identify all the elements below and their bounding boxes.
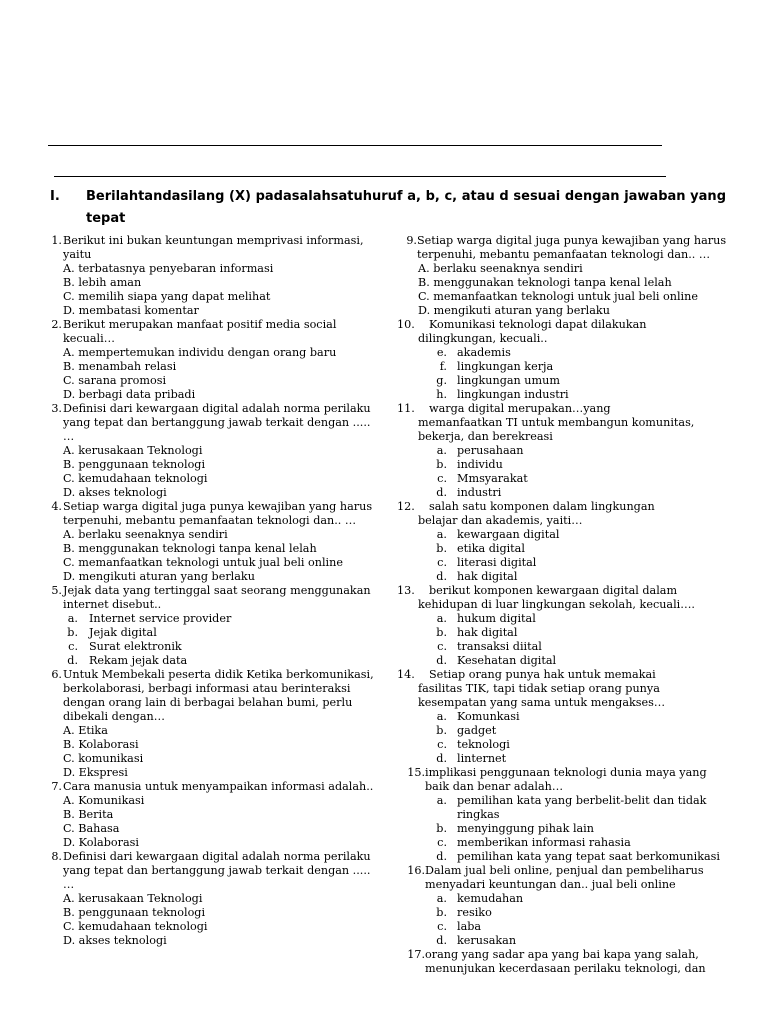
question-number: 15.: [407, 766, 425, 779]
question-number: 6.: [51, 668, 62, 681]
option-text: literasi digital: [457, 556, 537, 569]
option-letter: c.: [437, 640, 447, 653]
option-letter: a.: [436, 710, 447, 723]
question-text: Dalam jual beli online, penjual dan pembeliharus menyadari keuntungan dan.. jual beli online: [425, 864, 704, 891]
answer-option: C. kemudahaan teknologi: [63, 472, 208, 485]
question-number: 17.: [407, 948, 425, 961]
option-text: hak digital: [457, 626, 518, 639]
question-stem: [397, 500, 727, 514]
question-stem: [397, 864, 727, 892]
option-text: Kesehatan digital: [457, 654, 557, 667]
answer-option: B. Kolaborasi: [63, 738, 139, 751]
question-item: [40, 584, 380, 668]
question-item: [397, 402, 727, 500]
answer-option: B. penggunaan teknologi: [63, 906, 206, 919]
option-text: Komunkasi: [457, 710, 520, 723]
question-item: [397, 500, 727, 584]
option-letter: e.: [436, 346, 447, 359]
answer-option: [397, 570, 727, 584]
answer-option: A. Etika: [63, 724, 108, 737]
question-text: Cara manusia untuk menyampaikan informasi adalah..: [63, 780, 374, 793]
option-text: gadget: [457, 724, 497, 737]
answer-option: D. mengikuti aturan yang berlaku: [418, 304, 610, 317]
option-text: Mmsyarakat: [457, 472, 528, 485]
question-number: 13.: [397, 584, 415, 597]
answer-option: C. kemudahaan teknologi: [63, 920, 208, 933]
question-stem: [397, 584, 727, 598]
question-stem: [40, 500, 380, 528]
option-text: linternet: [457, 752, 507, 765]
option-text: pemilihan kata yang berbelit-belit dan tidak ringkas: [457, 794, 707, 821]
question-number: 1.: [51, 234, 62, 247]
question-text: Definisi dari kewargaan digital adalah norma perilaku yang tepat dan bertanggung jawab terkait dengan ..... …: [63, 850, 371, 891]
option-text: kemudahan: [457, 892, 524, 905]
question-stem: [40, 780, 380, 794]
question-item: [397, 584, 727, 668]
answer-option: D. membatasi komentar: [63, 304, 199, 317]
answer-option: [397, 486, 727, 500]
section-number: I.: [50, 189, 60, 204]
option-text: lingkungan umum: [457, 374, 560, 387]
question-text-first-line: salah satu komponen dalam lingkungan: [429, 500, 655, 513]
answer-option: [397, 906, 727, 920]
option-letter: c.: [68, 640, 78, 653]
answer-option: [397, 738, 727, 752]
answer-option: [397, 528, 727, 542]
option-text: laba: [457, 920, 482, 933]
answer-option: [397, 850, 727, 864]
option-letter: a.: [436, 794, 447, 807]
question-stem: [397, 402, 727, 416]
question-text-continuation: memanfaatkan TI untuk membangun komunitas, bekerja, dan berekreasi: [418, 416, 695, 443]
answer-option: D. akses teknologi: [63, 486, 167, 499]
option-letter: b.: [436, 458, 447, 471]
question-item: [40, 234, 380, 318]
answer-option: D. Ekspresi: [63, 766, 128, 779]
answer-option: [397, 934, 727, 948]
question-text-first-line: berikut komponen kewargaan digital dalam: [429, 584, 678, 597]
question-number: 5.: [51, 584, 62, 597]
option-text: industri: [457, 486, 502, 499]
option-text: lingkungan industri: [457, 388, 569, 401]
option-letter: a.: [436, 612, 447, 625]
option-letter: a.: [436, 528, 447, 541]
question-text-first-line: Komunikasi teknologi dapat dilakukan: [429, 318, 647, 331]
answer-option: [40, 626, 380, 640]
option-letter: d.: [436, 654, 447, 667]
option-letter: d.: [436, 486, 447, 499]
option-letter: c.: [437, 556, 447, 569]
answer-option: A. berlaku seenaknya sendiri: [418, 262, 583, 275]
option-letter: b.: [436, 724, 447, 737]
answer-option: B. Berita: [63, 808, 114, 821]
option-text: individu: [457, 458, 503, 471]
question-stem: [397, 318, 727, 332]
option-letter: f.: [439, 360, 447, 373]
option-letter: a.: [436, 444, 447, 457]
answer-option: [397, 794, 727, 822]
answer-option: [397, 724, 727, 738]
answer-option: [397, 836, 727, 850]
option-text: Surat elektronik: [89, 640, 182, 653]
answer-option: D. Kolaborasi: [63, 836, 139, 849]
header-line-1: [48, 145, 662, 146]
option-text: hak digital: [457, 570, 518, 583]
question-number: 14.: [397, 668, 415, 681]
option-letter: c.: [437, 738, 447, 751]
option-text: Jejak digital: [89, 626, 157, 639]
answer-option: D. mengikuti aturan yang berlaku: [63, 570, 255, 583]
answer-option: A. kerusakaan Teknologi: [63, 444, 203, 457]
question-text: Setiap warga digital juga punya kewajiban yang harus terpenuhi, mebantu pemanfaatan teknologi dan.. …: [63, 500, 373, 527]
answer-option: A. terbatasnya penyebaran informasi: [63, 262, 274, 275]
answer-option: C. memanfaatkan teknologi untuk jual beli online: [418, 290, 698, 303]
option-letter: d.: [436, 570, 447, 583]
option-text: pemilihan kata yang tepat saat berkomunikasi: [457, 850, 720, 863]
option-letter: h.: [436, 388, 447, 401]
answer-option: C. memanfaatkan teknologi untuk jual beli online: [63, 556, 343, 569]
answer-option: C. komunikasi: [63, 752, 144, 765]
answer-option: A. berlaku seenaknya sendiri: [63, 528, 228, 541]
answer-option: B. menggunakan teknologi tanpa kenal lelah: [63, 542, 317, 555]
answer-option: [397, 640, 727, 654]
question-stem: [397, 234, 727, 262]
answer-option: [397, 346, 727, 360]
question-item: [397, 766, 727, 864]
question-text: Untuk Membekali peserta didik Ketika berkomunikasi, berkolaborasi, berbagi informasi atau berinteraksi dengan orang lain di berbagai belahan bumi, perlu dibekali dengan…: [63, 668, 374, 723]
option-text: memberikan informasi rahasia: [457, 836, 631, 849]
question-text: Berikut merupakan manfaat positif media social kecuali…: [63, 318, 337, 345]
question-number: 11.: [397, 402, 415, 415]
answer-option: C. Bahasa: [63, 822, 120, 835]
answer-option: C. sarana promosi: [63, 374, 167, 387]
question-text-continuation: dilingkungan, kecuali..: [418, 332, 548, 345]
question-number: 4.: [51, 500, 62, 513]
option-letter: b.: [67, 626, 78, 639]
question-item: [40, 780, 380, 850]
option-letter: b.: [436, 626, 447, 639]
answer-option: [397, 752, 727, 766]
option-letter: b.: [436, 542, 447, 555]
answer-option: B. menggunakan teknologi tanpa kenal lelah: [418, 276, 672, 289]
question-number: 3.: [51, 402, 62, 415]
question-text: implikasi penggunaan teknologi dunia maya yang baik dan benar adalah…: [425, 766, 707, 793]
question-number: 2.: [51, 318, 62, 331]
question-stem: [40, 850, 380, 892]
answer-option: [40, 640, 380, 654]
question-stem: [397, 766, 727, 794]
section-instruction: Berilahtandasilang (X) padasalahsatuhuruf a, b, c, atau d sesuai dengan jawaban yang tepat: [86, 189, 726, 226]
option-letter: c.: [437, 472, 447, 485]
question-text-first-line: warga digital merupakan…yang: [429, 402, 611, 415]
answer-option: C. memilih siapa yang dapat melihat: [63, 290, 271, 303]
option-text: lingkungan kerja: [457, 360, 554, 373]
option-text: hukum digital: [457, 612, 536, 625]
question-item: [397, 948, 727, 976]
option-text: kerusakan: [457, 934, 517, 947]
left-question-column: [40, 234, 380, 948]
answer-option: B. lebih aman: [63, 276, 142, 289]
question-item: [397, 234, 727, 318]
question-text-first-line: Setiap orang punya hak untuk memakai: [429, 668, 656, 681]
answer-option: [397, 542, 727, 556]
option-letter: g.: [436, 374, 447, 387]
answer-option: [397, 612, 727, 626]
answer-option: [40, 654, 380, 668]
question-number: 16.: [407, 864, 425, 877]
option-text: resiko: [457, 906, 492, 919]
answer-option: B. penggunaan teknologi: [63, 458, 206, 471]
option-text: perusahaan: [457, 444, 524, 457]
answer-option: [397, 822, 727, 836]
answer-option: [397, 374, 727, 388]
option-letter: d.: [436, 850, 447, 863]
option-text: akademis: [457, 346, 511, 359]
question-stem: [397, 948, 727, 976]
question-text: Jejak data yang tertinggal saat seorang menggunakan internet disebut..: [63, 584, 371, 611]
question-item: [40, 668, 380, 780]
answer-option: A. mempertemukan individu dengan orang baru: [63, 346, 337, 359]
question-number: 7.: [51, 780, 62, 793]
answer-option: [397, 360, 727, 374]
question-text: Setiap warga digital juga punya kewajiban yang harus terpenuhi, mebantu pemanfaatan teknologi dan.. …: [417, 234, 727, 261]
option-text: etika digital: [457, 542, 525, 555]
question-number: 9.: [406, 234, 417, 247]
answer-option: [397, 654, 727, 668]
option-text: Rekam jejak data: [89, 654, 188, 667]
option-text: transaksi diital: [457, 640, 542, 653]
option-letter: b.: [436, 822, 447, 835]
question-number: 12.: [397, 500, 415, 513]
question-stem: [40, 234, 380, 262]
right-question-column: [397, 234, 727, 976]
answer-option: [397, 444, 727, 458]
answer-option: [397, 472, 727, 486]
option-letter: d.: [436, 934, 447, 947]
question-text-continuation: kehidupan di luar lingkungan sekolah, kecuali….: [418, 598, 695, 611]
option-letter: a.: [436, 892, 447, 905]
option-letter: a.: [67, 612, 78, 625]
answer-option: [397, 388, 727, 402]
question-stem: [397, 668, 727, 682]
question-text: Definisi dari kewargaan digital adalah norma perilaku yang tepat dan bertanggung jawab terkait dengan ..... …: [63, 402, 371, 443]
question-text: Berikut ini bukan keuntungan memprivasi informasi, yaitu: [63, 234, 364, 261]
option-text: menyinggung pihak lain: [457, 822, 594, 835]
answer-option: D. berbagi data pribadi: [63, 388, 196, 401]
answer-option: D. akses teknologi: [63, 934, 167, 947]
question-number: 8.: [51, 850, 62, 863]
question-stem: [40, 584, 380, 612]
question-text: orang yang sadar apa yang bai kapa yang salah, menunjukan kecerdasaan perilaku teknologi, dan: [425, 948, 706, 975]
option-text: Internet service provider: [89, 612, 232, 625]
question-text-continuation: belajar dan akademis, yaiti…: [418, 514, 583, 527]
question-item: [397, 668, 727, 766]
question-item: [40, 318, 380, 402]
answer-option: A. Komunikasi: [63, 794, 145, 807]
answer-option: [397, 556, 727, 570]
question-stem: [40, 402, 380, 444]
answer-option: B. menambah relasi: [63, 360, 177, 373]
question-stem: [40, 668, 380, 724]
option-letter: c.: [437, 920, 447, 933]
answer-option: A. kerusakaan Teknologi: [63, 892, 203, 905]
answer-option: [397, 710, 727, 724]
question-text-continuation: fasilitas TIK, tapi tidak setiap orang punya kesempatan yang sama untuk mengakses…: [418, 682, 666, 709]
option-text: teknologi: [457, 738, 510, 751]
question-item: [40, 402, 380, 500]
option-text: kewargaan digital: [457, 528, 560, 541]
option-letter: c.: [437, 836, 447, 849]
answer-option: [397, 920, 727, 934]
option-letter: d.: [436, 752, 447, 765]
option-letter: b.: [436, 906, 447, 919]
question-number: 10.: [397, 318, 415, 331]
question-item: [40, 850, 380, 948]
question-item: [397, 864, 727, 948]
question-stem: [40, 318, 380, 346]
answer-option: [397, 626, 727, 640]
answer-option: [40, 612, 380, 626]
answer-option: [397, 892, 727, 906]
question-item: [397, 318, 727, 402]
option-letter: d.: [67, 654, 78, 667]
header-line-2: [54, 176, 666, 177]
answer-option: [397, 458, 727, 472]
question-item: [40, 500, 380, 584]
